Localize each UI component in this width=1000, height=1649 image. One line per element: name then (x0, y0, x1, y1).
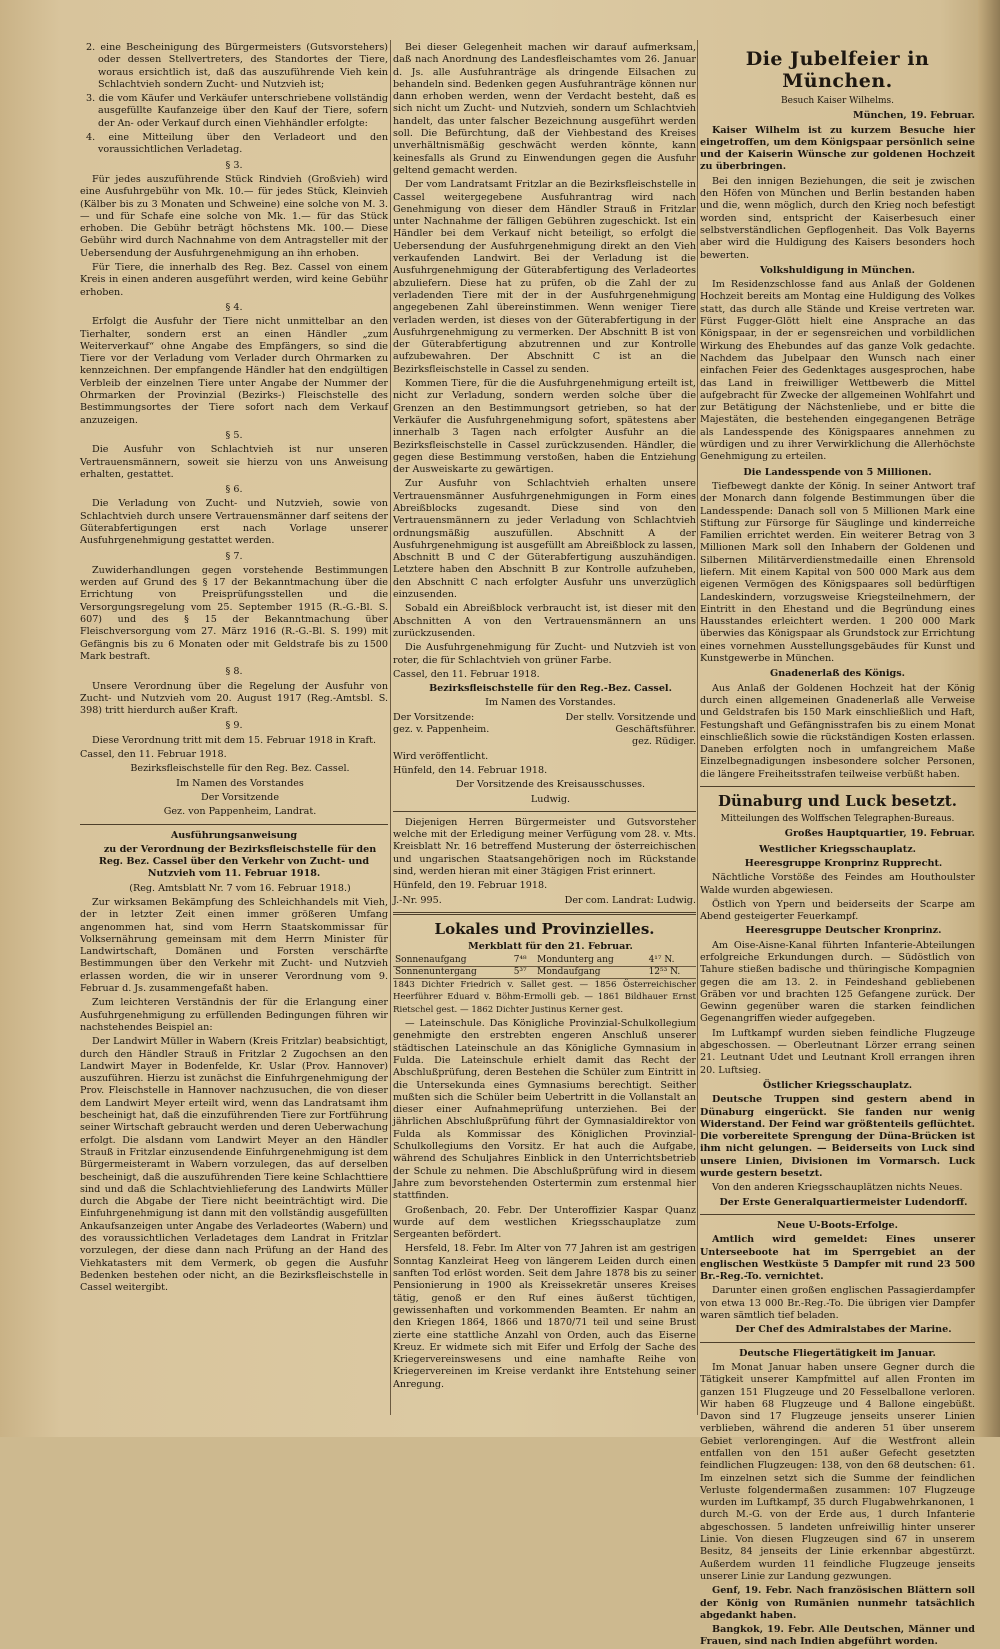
divider (700, 786, 975, 787)
table-cell: 12⁵³ N. (647, 967, 696, 979)
paragraph: Deutsche Truppen sind gestern abend in Dünaburg eingerückt. Sie fanden nur wenig Widerstand. Der Feind war größtenteils geflüchtet. Die vorbereitete Sprengung der Düna-Brücken ist ihm nicht gelungen. — Beiderseits von Luck sind unsere Linien, Divisionen im Vormarsch. Luck wurde gestern besetzt. (700, 1094, 975, 1180)
paragraph: Aus Anlaß der Goldenen Hochzeit hat der König durch einen allgemeinen Gnadenerlaß alle Verweise und Geldstrafen bis 150 Mark einschließlich und Haft, Festungshaft und Gefängnisstrafen bis zu einem Monat einschließlich sowie die rückständigen Kosten erlassen. Daneben erfolgten noch in umfangreichem Maße Einzelbegnadigungen insbesondere solcher Personen, die längere Freiheitsstrafen teilweise verbüßt haben. (700, 682, 975, 780)
subsection-heading: Volkshuldigung in München. (759, 264, 916, 276)
paragraph: Im Monat Januar haben unsere Gegner durch die Tätigkeit unserer Kampfmittel auf allen Fronten im ganzen 151 Flugzeuge und 20 Fesselballone verloren. Wir haben 68 Flugzeuge und 4 Ballone eingebüßt. Davon sind 17 Flugzeuge jenseits unserer Linien verblieben, während die anderen 51 über unserem Gebiet verlorengingen. Auf die Westfront allein entfallen von den 151 außer Gefecht gesetzten feindlichen Flugzeugen: 138, von den 68 deutschen: 61. Im einzelnen setzt sich die Summe der feindlichen Verluste folgendermaßen zusammen: 107 Flugzeuge wurden im Luftkampf, 35 durch Flugabwehrkanonen, 1 durch M.-G. von der Erde aus, 1 durch Infanterie abgeschossen. 5 landeten unfreiwillig hinter unserer Linie. Von diesen Flugzeugen sind 67 in unserem Besitz, 84 jenseits der Linie erkennbar abgestürzt. Außerdem wurden 11 feindliche Flugzeuge jenseits unserer Linie zur Landung gezwungen. (700, 1361, 975, 1582)
column-right (700, 42, 975, 1648)
paragraph: Die Ausfuhrgenehmigung für Zucht- und Nutzvieh ist von roter, die für Schlachtvieh von grüner Farbe. (393, 642, 696, 666)
column-middle (393, 42, 696, 1412)
divider (700, 1214, 975, 1215)
paragraph: Amtlich wird gemeldet: Eines unserer Unterseeboote hat im Sperrgebiet an der englischen Westküste 5 Dampfer mit rund 23 500 Br.-Reg.-To. vernichtet. (700, 1234, 975, 1283)
subsection-heading: Westlicher Kriegsschauplatz. (759, 843, 916, 855)
news-item: Hersfeld, 18. Febr. Im Alter von 77 Jahren ist am gestrigen Sonntag Kanzleirat Heeg von längerem Leiden durch einen sanften Tod erlöst worden. Seit dem Jahre 1878 bis zu seiner Pensionierung in 1900 als Kreissekretär unseres Kreises tätig, genoß er den Ruf eines äußerst tüchtigen, gewissenhaften und vorkommenden Beamten. Er nahm an den Kriegen 1864, 1866 und 1870/71 teil und seine Brust zierte eine stattliche Anzahl von Orden, auch das Eiserne Kreuz. Er widmete sich mit Eifer und Erfolg der Sache des Kriegervereinswesens und eine namhafte Reihe von Kriegervereinen im Kreise verdankt ihre Entstehung seiner Anregung. (393, 1243, 696, 1390)
paragraph: Für Tiere, die innerhalb des Reg. Bez. Cassel von einem Kreis in einen anderen ausgeführt werden, wird keine Gebühr erhoben. (80, 262, 388, 298)
signature-row (393, 712, 696, 724)
article-headline: Dünaburg und Luck besetzt. (718, 792, 957, 811)
table-cell: 5³⁷ (512, 967, 535, 979)
signature-line: Der Vorsitzende (201, 791, 279, 803)
signature-line: Geschäftsführer. (615, 724, 696, 736)
paragraph: Zuwiderhandlungen gegen vorstehende Bestimmungen werden auf Grund des § 17 der Bekanntmachung über die Errichtung von Preisprüfungsstellen und die Versorgungsregelung vom 25. September 1915 (R.-G.-Bl. S. 607) und des § 15 der Bekanntmachung über Fleischversorgung vom 27. März 1916 (R.-G.-Bl. S. 199) mit Gefängnis bis zu 6 Monaten oder mit Geldstrafe bis zu 1500 Mark bestraft. (80, 564, 388, 662)
paragraph: Am Oise-Aisne-Kanal führten Infanterie-Abteilungen erfolgreiche Erkundungen durch. — Südöstlich von Tahure stießen badische und thüringische Kompagnien gegen die am 13. 2. in Feindeshand gebliebenen Gräben vor und brachten 125 Gefangene zurück. Der Gewinn gegenüber waren die starken feindlichen Gegenangriffen wieder aufgegeben. (700, 939, 975, 1025)
signature-line: Im Namen des Vorstandes (176, 777, 304, 789)
divider (393, 811, 696, 812)
signature-date: Hünfeld, den 14. Februar 1918. (393, 764, 548, 776)
signature-line: Im Namen des Vorstandes. (485, 697, 616, 709)
section-heading: Ausführungsanweisung (170, 829, 298, 841)
column-rule (390, 40, 391, 1415)
section-number: § 6. (225, 484, 243, 496)
signature-name: gez. v. Pappenheim. (393, 724, 490, 736)
subsection-heading: Östlicher Kriegsschauplatz. (762, 1079, 913, 1091)
section-number: § 7. (225, 550, 243, 562)
notice-footer (393, 895, 696, 907)
journal-number: J.-Nr. 995. (393, 894, 442, 906)
signature-office: Bezirksfleischstelle für den Reg. Bez. Cassel. (130, 763, 350, 775)
column-rule (697, 40, 698, 1415)
list-item: 4. eine Mitteilung über den Verladeort und den voraussichtlichen Verladetag. (86, 132, 388, 156)
divider (393, 912, 696, 915)
paragraph: Bei den innigen Beziehungen, die seit je zwischen den Höfen von München und Berlin bestanden haben und die, wenn möglich, durch den Krieg noch befestigt worden sind, entspricht der Kaiserbesuch einer selbstverständlichen Gepflogenheit. Das Volk Bayerns aber wird die Huldigung des Kaisers besonders hoch bewerten. (700, 175, 975, 261)
paragraph: Im Luftkampf wurden sieben feindliche Flugzeuge abgeschossen. — Oberleutnant Lörzer errang seinen 21. Leutnant Udet und Leutnant Kroll errangen ihren 20. Luftsieg. (700, 1027, 975, 1076)
signature-name: Gez. von Pappenheim, Landrat. (163, 806, 317, 818)
army-group-heading: Heeresgruppe Kronprinz Rupprecht. (744, 857, 943, 869)
paragraph: Unsere Verordnung über die Regelung der Ausfuhr von Zucht- und Nutzvieh vom 20. August 1917 (Reg.-Amtsbl. S. 398) tritt hierdurch außer Kraft. (80, 680, 388, 717)
divider (700, 1342, 975, 1343)
almanac-heading: Merkblatt für den 21. Februar. (468, 940, 633, 952)
army-group-heading: Heeresgruppe Deutscher Kronprinz. (745, 925, 942, 937)
paragraph: Diese Verordnung tritt mit dem 15. Februar 1918 in Kraft. (92, 734, 377, 746)
signature-office: Der Vorsitzende des Kreisausschusses. (455, 779, 646, 791)
paragraph: Der vom Landratsamt Fritzlar an die Bezirksfleischstelle in Cassel weitergegebene Ausfuhrantrag wird nach Genehmigung von dieser dem Händler Strauß in Fritzlar unter Nachnahme der fälligen Gebühren zugeschickt. Ist ein Händler bei dem Verkauf nicht beteiligt, so erfolgt die Uebersendung der Ausfuhrgenehmigung direkt an den Vieh verkaufenden Landwirt. Bei der Verladung ist die Ausfuhrgenehmigung der Güterabfertigung des Verladeortes abzuliefern. Diese hat zu prüfen, ob die Zahl der zu verladenden Tiere mit der in der Ausfuhrgenehmigung angegebenen Zahl übereinstimmen. Wenn weniger Tiere verladen werden, ist dieses von der Güterabfertigung in der Ausfuhrgenehmigung zu vermerken. Der Abschnitt B ist von der Güterabfertigung abzutrennen und zur Kontrolle aufzubewahren. Der Abschnitt C ist an die Bezirksfleischstelle in Cassel zu senden. (393, 179, 696, 375)
section-number: § 3. (225, 159, 243, 171)
paragraph: Von den anderen Kriegsschauplätzen nichts Neues. (712, 1182, 963, 1194)
paragraph: Sobald ein Abreißblock verbraucht ist, ist dieser mit den Abschnitten A von den Vertrauensmännern an uns zurückzusenden. (393, 603, 696, 639)
page-fold-shadow (978, 0, 1000, 1437)
notice-date: Hünfeld, den 19. Februar 1918. (393, 880, 548, 892)
article-subheadline: Besuch Kaiser Wilhelms. (781, 96, 894, 106)
paragraph: Kommen Tiere, für die die Ausfuhrgenehmigung erteilt ist, nicht zur Verladung, sondern werden solche über die Grenzen an den Bestimmungsort getrieben, so hat der Verkäufer die Ausfuhrgenehmigung sofort, spätestens aber innerhalb 3 Tagen nach erfolgter Ausfuhr an die Bezirksfleischstelle in Cassel zurückzusenden. Händler, die gegen diese Bestimmung verstoßen, haben die Entziehung der Ausweiskarte zu gewärtigen. (393, 378, 696, 476)
paragraph: Die Ausfuhr von Schlachtvieh ist nur unseren Vertrauensmännern, soweit sie hierzu von uns Anweisung erhalten, gestattet. (80, 444, 388, 480)
table-cell: 7⁴⁸ (512, 955, 535, 967)
signature-date: Cassel, den 11. Februar 1918. (393, 668, 540, 680)
signature-name: Der Erste Generalquartiermeister Ludendorff. (719, 1196, 968, 1208)
table-cell: Sonnenuntergang (393, 967, 512, 979)
subsection-heading: Die Landesspende von 5 Millionen. (743, 466, 932, 478)
section-number: § 4. (225, 301, 243, 313)
section-title: Lokales und Provinzielles. (434, 919, 655, 938)
paragraph: Zum leichteren Verständnis der für die Erlangung einer Ausfuhrgenehmigung zu erfüllenden Bedingungen führen wir nachstehendes Beispiel an: (80, 997, 388, 1033)
table-row (393, 955, 696, 967)
paragraph: Für jedes auszuführende Stück Rindvieh (Großvieh) wird eine Ausfuhrgebühr von Mk. 10.— für jedes Stück, Kleinvieh (Kälber bis zu 3 Monaten und Schweine) eine solche von M. 3.— und für Schafe eine solche von Mk. 1.— für das Stück erhoben. Die Gebühr beträgt höchstens Mk. 100.— Diese Gebühr wird durch Nachnahme von dem Antragsteller mit der Uebersendung der Ausfuhrgenehmigung an ihn erhoben. (80, 173, 388, 259)
paragraph: Darunter einen großen englischen Passagierdampfer von etwa 13 000 Br.-Reg.-To. Die übrigen vier Dampfer waren sämtlich tief beladen. (700, 1285, 975, 1322)
notice-paragraph: Diejenigen Herren Bürgermeister und Gutsvorsteher welche mit der Erledigung meiner Verfügung vom 28. v. Mts. Kreisblatt Nr. 16 betreffend Musterung der österreichischen und ungarischen Staatsangehörigen noch im Rückstande sind, werden hieran mit einer 3tägigen Frist erinnert. (393, 816, 696, 877)
paragraph: Zur wirksamen Bekämpfung des Schleichhandels mit Vieh, der in letzter Zeit einen immer größeren Umfang angenommen hat, sind vom Herrn Staatskommissar für Volksernährung gemeinsam mit dem Herrn Minister für Landwirtschaft, Domänen und Forsten verschärfte Bestimmungen über den Verkehr mit Zucht- und Nutzvieh erlassen worden, die wir in unserer Verordnung vom 9. Februar d. Js. zusammengefaßt haben. (80, 897, 388, 995)
article-headline: Die Jubelfeier in München. (745, 48, 930, 92)
dateline: Großes Hauptquartier, 19. Februar. (784, 828, 975, 840)
signature-name: Der com. Landrat: Ludwig. (564, 894, 696, 906)
list-item: 3. die vom Käufer und Verkäufer unterschriebene vollständig ausgefüllte Kaufanzeige über den Kauf der Tiere, sofern der An- oder Verkauf durch einen Viehhändler erfolgte: (86, 93, 388, 129)
paragraph: Bei dieser Gelegenheit machen wir darauf aufmerksam, daß nach Anordnung des Landesfleischamtes vom 26. Januar d. Js. alle Ausfuhranträge als dringende Eilsachen zu behandeln sind. Bedenken gegen Ausfuhranträge können nur dann erhoben werden, wenn der Verdacht besteht, daß es sich nicht um Zucht- und Nutzvieh, sondern um Schlachtvieh handelt, das unter falscher Bezeichnung ausgeführt werden soll. Die Befürchtung, daß der Viehbestand des Kreises unverhältnismäßig geschwächt werden könnte, kann keinesfalls als Grund zu Einwendungen gegen die Ausfuhr geltend gemacht werden. (393, 42, 696, 176)
subsection-heading: Deutsche Fliegertätigkeit im Januar. (739, 1347, 936, 1359)
news-item: Genf, 19. Febr. Nach französischen Blättern soll der König von Rumänien nunmehr tatsächlich abgedankt haben. (700, 1585, 975, 1621)
table-cell: 4¹⁷ N. (647, 955, 696, 967)
paragraph: Östlich von Ypern und beiderseits der Scarpe am Abend gesteigerter Feuerkampf. (700, 898, 975, 923)
signature-name: Der Chef des Admiralstabes der Marine. (735, 1324, 952, 1336)
reference-note: (Reg. Amtsblatt Nr. 7 vom 16. Februar 1918.) (129, 882, 351, 894)
requirements-list (80, 42, 388, 157)
paragraph: Die Verladung von Zucht- und Nutzvieh, sowie von Schlachtvieh durch unsere Vertrauensmänner darf seitens der Güterabfertigungen erst nach Vorlage unserer Ausfuhrgenehmigung gestattet werden. (80, 498, 388, 547)
paragraph: Zur Ausfuhr von Schlachtvieh erhalten unsere Vertrauensmänner Ausfuhrgenehmigungen in Form eines Abreißblocks zugesandt. Diese sind von den Vertrauensmännern zu jeder Verladung von Schlachtvieh ordnungsmäßig auszufüllen. Abschnitt A der Ausfuhrgenehmigung ist ausgefüllt am Abreißblock zu lassen, Abschnitt B und C der Güterabfertigung auszuhändigen. Letztere haben den Abschnitt B zur Kontrolle aufzuheben, den Abschnitt C nach erfolgter Ausfuhr uns unverzüglich einzusenden. (393, 478, 696, 601)
signature-date: Cassel, den 11. Februar 1918. (80, 749, 227, 761)
paragraph: Im Residenzschlosse fand aus Anlaß der Goldenen Hochzeit bereits am Montag eine Huldigung des Volkes statt, das durch alle Stände und Kreise vertreten war. Fürst Fugger-Glött hielt eine Ansprache an das Königspaar, in der er segensreichen und vorbildlichen Wirkung des Ehebundes auf das ganze Volk gedachte. Nachdem das Jubelpaar den Wunsch nach einer einfachen Feier des Gedenktages ausgesprochen, habe das Land in freiwilliger Wettbewerb die Mittel aufgebracht für Zwecke der allgemeinen Wohlfahrt und zur Betätigung der Nächstenliebe, und er bitte die Majestäten, die bestehenden eingegangenen Beträge als Landesspende des Königspaares annehmen zu würdigen und zu ihrer Verwirklichung die Allerhöchste Genehmigung zu erteilen. (700, 279, 975, 463)
section-subheading: zu der Verordnung der Bezirksfleischstelle für den Reg. Bez. Cassel über den Verkehr von Zucht- und Nutzvieh vom 11. Februar 1918. (98, 843, 377, 880)
subsection-heading: Neue U-Boots-Erfolge. (777, 1219, 898, 1231)
paragraph: Tiefbewegt dankte der König. In seiner Antwort traf der Monarch dann folgende Bestimmungen über die Landesspende: Danach soll von 5 Millionen Mark eine Stiftung zur Fürsorge für Säuglinge und kinderreiche Familien errichtet werden. Ein weiterer Betrag von 3 Millionen Mark soll den Inhabern der Goldenen und Silbernen Militärverdienstmedaille einen Ehrensold liefern. Mit einem Kapital von 500 000 Mark aus dem eigenen Vermögen des Königspaares soll bedürftigen Landeskindern, vorzugsweise Kriegsteilnehmern, der Eintritt in den Ehestand und die Begründung eines Hausstandes erleichtert werden. 1 200 000 Mark überwies das Königspaar als Grundstock zur Errichtung eines vornehmen Ausstellungsgebäudes für Kunst und Kunstgewerbe in München. (700, 480, 975, 665)
signature-line: Der Vorsitzende: (393, 711, 475, 723)
lead-paragraph: Kaiser Wilhelm ist zu kurzem Besuche hier eingetroffen, um dem Königspaar persönlich seine und der Kaiserin Wünsche zur goldenen Hochzeit zu überbringen. (700, 124, 975, 173)
paragraph: Nächtliche Vorstöße des Feindes am Houthoulster Walde wurden abgewiesen. (700, 872, 975, 896)
news-item: Großenbach, 20. Febr. Der Unteroffizier Kaspar Quanz wurde auf dem westlichen Kriegsschauplatze zum Sergeanten befördert. (393, 1204, 696, 1241)
signature-line: Der stellv. Vorsitzende und (565, 711, 696, 723)
column-left (80, 42, 388, 1412)
subsection-heading: Gnadenerlaß des Königs. (770, 668, 905, 680)
news-item: Bangkok, 19. Febr. Alle Deutschen, Männer und Frauen, sind nach Indien abgeführt worden. (700, 1624, 975, 1648)
almanac-note: 1843 Dichter Friedrich v. Sallet gest. — 1856 Österreichischer Heerführer Eduard v. Böhm-Ermolli geb. — 1861 Bildhauer Ernst Rietschel gest. — 1862 Dichter Justinus Kerner gest. (393, 980, 696, 1015)
signature-name: gez. Rüdiger. (632, 736, 696, 748)
table-cell: Mondaufgang (535, 967, 646, 979)
table-cell: Mondunterg ang (535, 955, 646, 967)
publication-note: Wird veröffentlicht. (393, 750, 489, 762)
paragraph: Erfolgt die Ausfuhr der Tiere nicht unmittelbar an den Tierhalter, sondern erst an einen Händler „zum Weiterverkauf“ ohne Angabe des Empfängers, so sind die Tiere vor der Verladung vom Verlader durch Ohrmarken zu kennzeichnen. Der empfangende Händler hat den endgültigen Verbleib der einzelnen Tiere unter Angabe der Nummer der Ohrmarken der Provinzial (Bezirks-) Fleischstelle des Bestimmungsortes der Tiere sofort nach dem Verkauf anzuzeigen. (80, 316, 388, 426)
paragraph: Der Landwirt Müller in Wabern (Kreis Fritzlar) beabsichtigt, durch den Händler Strauß in Fritzlar 2 Zugochsen an den Landwirt Mayer in Bodenfelde, Kr. Uslar (Prov. Hannover) auszuführen. Hierzu ist zunächst die Einfuhrgenehmigung der Prov. Fleischstelle in Hannover nachzusuchen, die von dieser dem Landwirt Meyer erteilt wird, wenn das Landratsamt ihm bescheinigt hat, daß die einzuführenden Tiere zur Fortführung seiner Wirtschaft gebraucht werden und deren Ueberwachung erfolgt. Die alsdann vom Landwirt Meyer an den Händler Strauß in Fritzlar einzusendende Einfuhrgenehmigung ist dem Bürgermeisteramt in Wabern vorzulegen, das auf derselben bescheinigt, daß die auszuführenden Tiere keine Schlachttiere sind und daß die Schlachtviehlieferung des Landwirts Müller durch die Abgabe der Tiere nicht beeinträchtigt wird. Die Einfuhrgenehmigung ist dann mit den vollständig ausgefüllten Ankaufsanzeigen unter Angabe des Verladeortes (Wabern) und des voraussichtlichen Verladetages dem Landrat in Fritzlar vorzulegen, der diese dann nach Prüfung an der Hand des Viehkatasters mit dem Vermerk, ob gegen die Ausfuhr Bedenken bestehen oder nicht, an die Bezirksfleischstelle in Cassel weitergibt. (80, 1036, 388, 1294)
section-number: § 9. (225, 720, 243, 732)
almanac-table (393, 955, 696, 979)
section-number: § 8. (225, 666, 243, 678)
table-row (393, 967, 696, 979)
dateline: München, 19. Februar. (852, 110, 975, 122)
article-subheadline: Mitteilungen des Wolffschen Telegraphen-Bureaus. (720, 814, 955, 825)
section-number: § 5. (225, 429, 243, 441)
list-item: 2. eine Bescheinigung des Bürgermeisters (Gutsvorstehers) oder dessen Stellvertreters, des Standortes der Tiere, woraus ersichtlich ist, daß das auszuführende Vieh kein Schlachtvieh sondern Zucht- und Nutzvieh ist; (86, 42, 388, 90)
divider (80, 824, 388, 825)
signature-office: Bezirksfleischstelle für den Reg.-Bez. Cassel. (429, 683, 672, 695)
signature-row (393, 724, 696, 736)
table-cell: Sonnenaufgang (393, 955, 512, 967)
news-item: — Lateinschule. Das Königliche Provinzial-Schulkollegium genehmigte den erstrebten engeren Anschluß unserer städtischen Lateinschule an das Königliche Gymnasium in Fulda. Die Lateinschule erhielt damit das Recht der Abschlußprüfung, deren Bestehen die Schüler zum Eintritt in die Untersekunda eines Gymnasiums berechtigt. Seither mußten sich die Schüler beim Uebertritt in die Vollanstalt an dieser einer Aufnahmeprüfung unterziehen. Bei der jährlichen Abschlußprüfung führt der Gymnasialdirektor von Fulda als Kommissar des Königlichen Provinzial-Schulkollegiums den Vorsitz. Er hat auch die Aufgabe, während des Schuljahres Einblick in den Unterrichtsbetrieb der Schule zu nehmen. Die Abschlußprüfung wird in diesem Jahre zum bevorstehenden Ostertermin zum erstenmal hier stattfinden. (393, 1018, 696, 1202)
signature-name: Ludwig. (530, 793, 571, 805)
